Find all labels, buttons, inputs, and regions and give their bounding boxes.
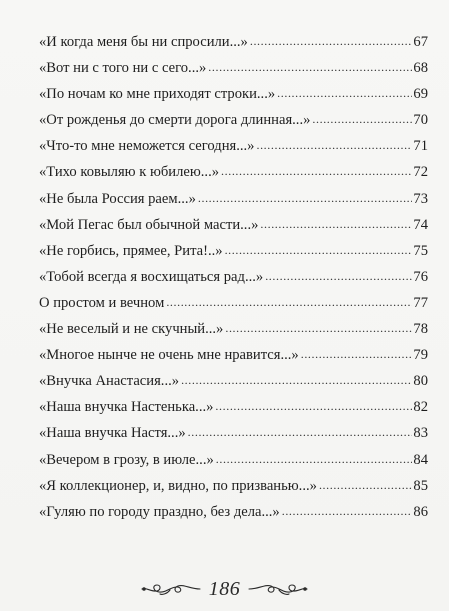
toc-entry — [39, 347, 428, 373]
toc-entry-title: «И когда меня бы ни спросили...» — [39, 34, 248, 50]
toc-entry-page: 72 — [413, 164, 428, 181]
dot-leader — [250, 33, 413, 50]
dot-leader — [256, 137, 412, 154]
toc-entry — [39, 373, 428, 399]
toc-entry — [39, 86, 428, 112]
dot-leader — [301, 346, 413, 363]
toc-entry-page: 82 — [413, 399, 428, 416]
flourish-right-icon — [247, 581, 309, 597]
toc-entry — [39, 112, 428, 138]
toc-entry — [39, 164, 428, 190]
toc-entry-page: 85 — [413, 477, 428, 494]
flourish-left-icon — [140, 581, 202, 597]
toc-entry — [39, 60, 428, 86]
toc-entry-title: «Не была Россия раем...» — [39, 190, 196, 207]
dot-leader — [215, 398, 412, 415]
toc-entry-page: 71 — [413, 138, 428, 155]
toc-entry-title: «От рожденья до смерти дорога длинная...» — [39, 112, 311, 129]
dot-leader — [198, 190, 413, 207]
toc-entry-page: 86 — [413, 503, 428, 520]
toc-entry-title: О простом и вечном — [39, 294, 165, 311]
dot-leader — [181, 372, 412, 389]
toc-entry-title: «Вечером в грозу, в июле...» — [39, 451, 214, 468]
toc-entry-page: 70 — [413, 112, 428, 129]
toc-entry-title: «Мой Пегас был обычной масти...» — [39, 216, 259, 233]
table-of-contents — [39, 34, 428, 530]
page-number: 186 — [208, 577, 241, 600]
toc-entry-title: «Гуляю по городу праздно, без дела...» — [39, 503, 280, 520]
toc-entry-title: «Не горбись, прямее, Рита!..» — [39, 242, 223, 259]
dot-leader — [166, 294, 412, 311]
toc-entry-title: «Что-то мне неможется сегодня...» — [39, 138, 255, 155]
toc-entry — [39, 399, 428, 425]
toc-entry — [39, 504, 428, 530]
toc-entry-title: «Многое нынче не очень мне нравится...» — [39, 347, 299, 364]
toc-entry-title: «Тихо ковыляю к юбилею...» — [39, 164, 220, 181]
page-footer — [0, 574, 449, 604]
toc-entry — [39, 295, 428, 321]
toc-entry-title: «По ночам ко мне приходят строки...» — [39, 86, 276, 103]
dot-leader — [312, 111, 412, 128]
dot-leader — [282, 503, 413, 520]
toc-entry — [39, 425, 428, 451]
dot-leader — [277, 85, 412, 102]
toc-entry — [39, 34, 428, 60]
toc-entry-page: 76 — [413, 268, 428, 285]
toc-entry-page: 73 — [413, 190, 428, 207]
toc-entry-title: «Вот ни с того ни с сего...» — [39, 60, 207, 77]
dot-leader — [216, 451, 413, 468]
dot-leader — [208, 59, 412, 76]
toc-entry — [39, 452, 428, 478]
dot-leader — [260, 216, 412, 233]
toc-entry-title: «Наша внучка Настя...» — [39, 425, 186, 442]
toc-entry-title: «Не веселый и не скучный...» — [39, 321, 224, 338]
dot-leader — [319, 477, 412, 494]
toc-entry-title: «Внучка Анастасия...» — [39, 373, 180, 390]
dot-leader — [188, 424, 413, 441]
toc-entry — [39, 191, 428, 217]
toc-entry-title: «Я коллекционер, и, видно, по призванью...» — [39, 477, 317, 494]
toc-entry — [39, 243, 428, 269]
toc-entry-page: 77 — [413, 294, 428, 311]
dot-leader — [221, 163, 412, 180]
toc-entry-page: 75 — [413, 242, 428, 259]
toc-entry-page: 74 — [413, 216, 428, 233]
toc-entry-page: 67 — [413, 34, 428, 50]
toc-entry-page: 78 — [413, 321, 428, 338]
toc-entry-title: «Тобой всегда я восхищаться рад...» — [39, 268, 264, 285]
dot-leader — [265, 268, 412, 285]
toc-entry — [39, 217, 428, 243]
toc-entry-page: 84 — [413, 451, 428, 468]
toc-entry-page: 80 — [413, 373, 428, 390]
toc-entry — [39, 138, 428, 164]
toc-entry — [39, 478, 428, 504]
dot-leader — [225, 242, 413, 259]
toc-entry-page: 68 — [413, 60, 428, 77]
dot-leader — [225, 320, 412, 337]
toc-entry-title: «Наша внучка Настенька...» — [39, 399, 214, 416]
toc-entry-page: 69 — [413, 86, 428, 103]
toc-entry — [39, 269, 428, 295]
toc-entry — [39, 321, 428, 347]
toc-entry-page: 79 — [413, 347, 428, 364]
toc-entry-page: 83 — [413, 425, 428, 442]
